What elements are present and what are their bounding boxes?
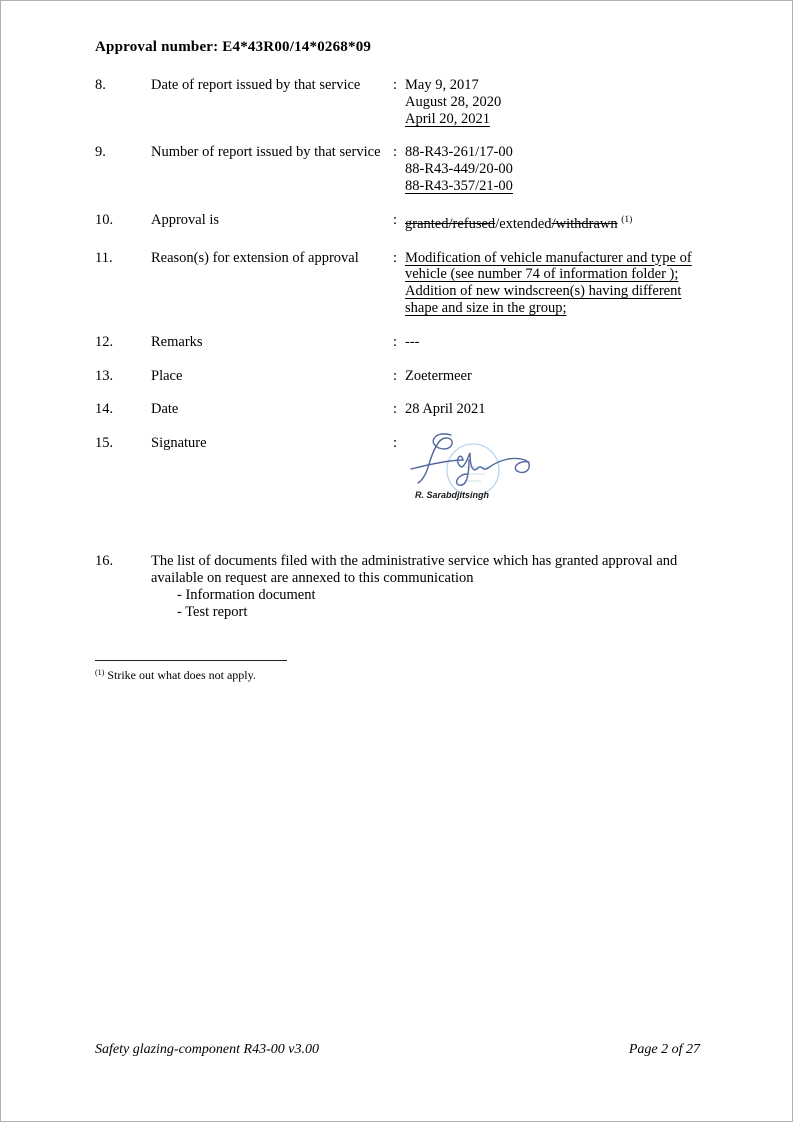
value-line: 88-R43-357/21-00 [405, 177, 513, 194]
item-value [405, 250, 743, 317]
item-label: Signature [151, 435, 207, 452]
item-colon: : [393, 367, 398, 384]
item-number: 13. [95, 367, 114, 384]
signature-name: R. Sarabdjitsingh [415, 490, 490, 501]
item-row-8 [95, 77, 743, 127]
item-label: Remarks [151, 333, 203, 350]
item-row-11 [95, 250, 743, 317]
value-line: Modification of vehicle manufacturer and type of [405, 249, 692, 266]
item-number: 16. [95, 553, 114, 570]
item-value [405, 77, 743, 127]
item-colon: : [393, 401, 398, 418]
item-colon: : [393, 435, 398, 452]
item-row-13 [95, 368, 743, 385]
item-number: 15. [95, 435, 114, 452]
value-line: 88-R43-449/20-00 [405, 161, 513, 178]
kept-option: /extended [495, 215, 552, 232]
signature-block [405, 435, 743, 536]
struck-option: /withdrawn [551, 215, 618, 232]
item-colon: : [393, 144, 398, 161]
document-list-item: - Test report [177, 603, 248, 620]
item-colon: : [393, 333, 398, 350]
item-value: 28 April 2021 [405, 401, 486, 418]
item-label: Date of report issued by that service [151, 77, 361, 93]
value-line: August 28, 2020 [405, 93, 502, 110]
item-number: 9. [95, 144, 106, 161]
footer-document-version: Safety glazing-component R43-00 v3.00 [95, 1042, 319, 1057]
item-text [151, 553, 743, 620]
signature-stroke [411, 434, 529, 485]
value-line: vehicle (see number 74 of information folder ); [405, 266, 679, 283]
item-value [405, 212, 743, 233]
text-line: The list of documents filed with the administrative service which has granted approval and [151, 553, 678, 570]
item-value [405, 144, 743, 194]
item-value: --- [405, 333, 420, 350]
item-row-12 [95, 334, 743, 351]
item-label: Place [151, 367, 183, 384]
item-number: 12. [95, 333, 114, 350]
item-number: 10. [95, 211, 114, 228]
item-number: 14. [95, 401, 114, 418]
item-number: 8. [95, 77, 106, 93]
item-row-16 [95, 553, 743, 620]
item-value: Zoetermeer [405, 367, 472, 384]
item-row-14 [95, 401, 743, 418]
value-line: Addition of new windscreen(s) having different [405, 283, 682, 300]
struck-option: granted/refused [405, 215, 496, 232]
item-row-10 [95, 212, 743, 233]
approval-number: Approval number: E4*43R00/14*0268*09 [95, 39, 372, 55]
value-line: 88-R43-261/17-00 [405, 144, 513, 161]
item-colon: : [393, 211, 398, 228]
signature-image [409, 429, 544, 495]
footnote-text: $^{(1)}$ Strike out what does not apply. [95, 668, 256, 683]
footer-page-number: Page 2 of 27 [628, 1042, 700, 1057]
item-label: Number of report issued by that service [151, 144, 381, 161]
item-colon: : [393, 249, 398, 266]
item-label: Date [151, 401, 179, 418]
item-label: Approval is [151, 211, 220, 228]
text-line: available on request are annexed to this communication [151, 569, 474, 586]
value-line: shape and size in the group; [405, 299, 567, 316]
item-row-15 [95, 435, 743, 536]
item-label: Reason(s) for extension of approval [151, 249, 359, 266]
document-list-item: - Information document [177, 586, 316, 603]
item-colon: : [393, 77, 398, 93]
value-line: April 20, 2021 [405, 110, 490, 127]
footnote-rule [95, 660, 287, 661]
value-line: May 9, 2017 [405, 77, 479, 93]
footnote [95, 660, 743, 683]
item-row-9 [95, 144, 743, 194]
footnote-reference: (1) [621, 214, 633, 225]
footnote-marker: (1) [95, 668, 105, 678]
item-number: 11. [95, 249, 113, 266]
document-body [95, 77, 743, 683]
